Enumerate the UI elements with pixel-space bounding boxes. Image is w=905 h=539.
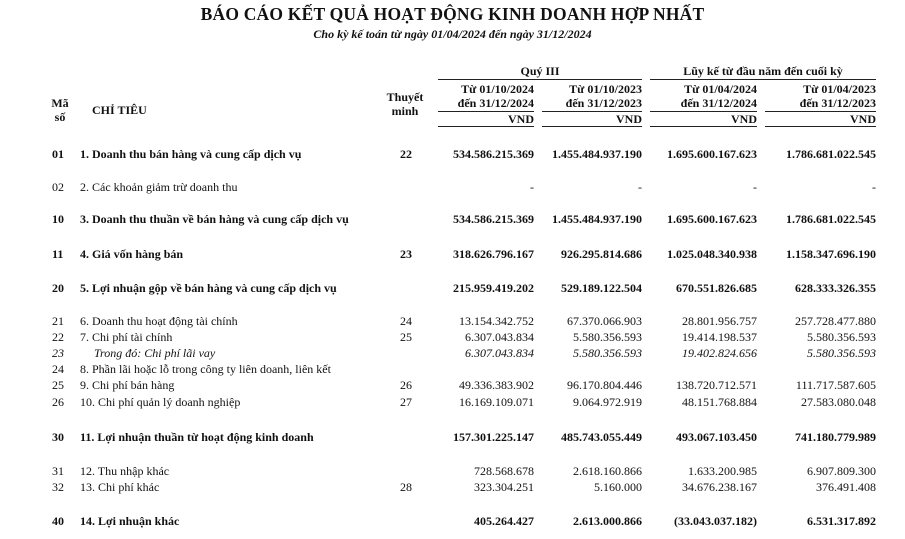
column-header-3-line2: đến 31/12/2024 (680, 96, 757, 110)
report-period: Cho kỳ kế toán từ ngày 01/04/2024 đến ngày 31/12/2024 (313, 27, 592, 41)
row-name: 11. Lợi nhuận thuần từ hoạt động kinh doanh (80, 430, 314, 444)
table-row (0, 211, 905, 227)
row-value-ytd-2024: 670.551.826.685 (676, 281, 757, 295)
row-value-q3-2023: 67.370.066.903 (567, 314, 642, 328)
row-value-ytd-2023: - (872, 180, 876, 194)
row-value-q3-2024: 6.307.043.834 (465, 330, 534, 344)
item-header: CHỈ TIÊU (92, 103, 147, 117)
column-header-2-line1: Từ 01/10/2023 (569, 82, 642, 96)
row-value-ytd-2024: 19.414.198.537 (682, 330, 757, 344)
column-unit-3: VND (731, 112, 757, 126)
column-header-1 (438, 82, 534, 110)
column-bottom-rule-4 (765, 126, 876, 127)
row-value-q3-2024: 16.169.109.071 (459, 395, 534, 409)
group-underline-ytd (650, 79, 876, 80)
table-row (0, 313, 905, 329)
row-name: 12. Thu nhập khác (80, 464, 170, 478)
row-note: 25 (400, 330, 412, 344)
group-header-q3: Quý III (520, 64, 560, 78)
row-name: Trong đó: Chi phí lãi vay (94, 346, 216, 360)
row-value-q3-2024: 49.336.383.902 (459, 378, 534, 392)
column-bottom-rule-3 (650, 126, 757, 127)
row-value-ytd-2024: 1.633.200.985 (688, 464, 757, 478)
row-value-q3-2024: - (530, 180, 534, 194)
row-name: 4. Giá vốn hàng bán (80, 247, 184, 261)
row-value-ytd-2024: 19.402.824.656 (682, 346, 757, 360)
row-value-ytd-2023: 27.583.080.048 (801, 395, 876, 409)
row-value-q3-2023: 96.170.804.446 (567, 378, 642, 392)
row-value-q3-2024: 323.304.251 (474, 480, 534, 494)
row-value-q3-2024: 318.626.796.167 (453, 247, 534, 261)
table-row (0, 377, 905, 393)
row-value-q3-2023: 5.580.356.593 (573, 330, 642, 344)
row-name: 2. Các khoản giảm trừ doanh thu (80, 180, 238, 194)
row-value-ytd-2023: 1.786.681.022.545 (786, 147, 876, 161)
column-header-3 (650, 82, 757, 110)
row-value-ytd-2024: 48.151.768.884 (682, 395, 757, 409)
code-header-line1: Mã (51, 96, 69, 110)
row-value-ytd-2023: 111.717.587.605 (795, 378, 876, 392)
row-name: 7. Chi phí tài chính (80, 330, 173, 344)
code-header-line2: số (54, 110, 66, 124)
column-bottom-rule-1 (438, 126, 534, 127)
row-value-ytd-2023: 5.580.356.593 (807, 346, 876, 360)
row-name: 13. Chi phí khác (80, 480, 160, 494)
row-value-ytd-2023: 257.728.477.880 (795, 314, 876, 328)
row-value-ytd-2023: 741.180.779.989 (795, 430, 876, 444)
row-value-q3-2023: 5.580.356.593 (573, 346, 642, 360)
row-code: 22 (52, 330, 64, 344)
row-value-ytd-2024: 138.720.712.571 (676, 378, 757, 392)
row-code: 10 (52, 212, 64, 226)
row-value-ytd-2023: 1.786.681.022.545 (786, 212, 876, 226)
row-value-q3-2024: 405.264.427 (474, 514, 534, 528)
row-code: 01 (52, 147, 64, 161)
row-value-ytd-2024: 28.801.956.757 (682, 314, 757, 328)
note-header-line2: minh (391, 104, 419, 118)
row-note: 22 (400, 147, 412, 161)
row-note: 23 (400, 247, 412, 261)
row-note: 28 (400, 480, 412, 494)
table-row (0, 361, 905, 377)
column-header-4 (765, 82, 876, 110)
row-value-q3-2024: 157.301.225.147 (453, 430, 534, 444)
row-note: 24 (400, 314, 412, 328)
row-value-ytd-2023: 6.531.317.892 (807, 514, 876, 528)
table-row (0, 479, 905, 495)
row-value-q3-2023: 926.295.814.686 (561, 247, 642, 261)
column-header-1-line1: Từ 01/10/2024 (461, 82, 534, 96)
row-value-ytd-2023: 5.580.356.593 (807, 330, 876, 344)
row-value-q3-2024: 6.307.043.834 (465, 346, 534, 360)
row-value-q3-2023: 9.064.972.919 (573, 395, 642, 409)
column-header-3-line1: Từ 01/04/2024 (684, 82, 757, 96)
row-note: 27 (400, 395, 412, 409)
row-value-ytd-2023: 376.491.408 (816, 480, 876, 494)
group-underline-q3 (438, 79, 642, 80)
row-name: 1. Doanh thu bán hàng và cung cấp dịch vụ (80, 147, 302, 161)
row-code: 11 (52, 247, 64, 261)
row-value-q3-2024: 13.154.342.752 (459, 314, 534, 328)
column-bottom-rule-2 (542, 126, 642, 127)
row-name: 6. Doanh thu hoạt động tài chính (80, 314, 238, 328)
row-code: 26 (52, 395, 64, 409)
row-value-ytd-2024: 1.695.600.167.623 (667, 212, 757, 226)
code-header (44, 96, 76, 124)
row-code: 02 (52, 180, 64, 194)
row-value-ytd-2024: (33.043.037.182) (674, 514, 757, 528)
row-note: 26 (400, 378, 412, 392)
row-value-ytd-2023: 1.158.347.696.190 (786, 247, 876, 261)
row-code: 32 (52, 480, 64, 494)
column-header-2 (542, 82, 642, 110)
table-row (0, 513, 905, 529)
row-name: 10. Chi phí quản lý doanh nghiệp (80, 395, 241, 409)
row-value-q3-2023: 2.613.000.866 (573, 514, 642, 528)
column-header-4-line1: Từ 01/04/2023 (803, 82, 876, 96)
row-value-q3-2024: 728.568.678 (474, 464, 534, 478)
row-value-q3-2023: - (638, 180, 642, 194)
row-value-ytd-2024: 1.695.600.167.623 (667, 147, 757, 161)
row-value-ytd-2023: 628.333.326.355 (795, 281, 876, 295)
table-row (0, 280, 905, 296)
row-value-ytd-2023: 6.907.809.300 (807, 464, 876, 478)
row-value-ytd-2024: - (753, 180, 757, 194)
row-value-q3-2024: 215.959.419.202 (453, 281, 534, 295)
column-unit-4: VND (850, 112, 876, 126)
table-row (0, 394, 905, 410)
row-value-ytd-2024: 493.067.103.450 (676, 430, 757, 444)
row-name: 5. Lợi nhuận gộp về bán hàng và cung cấp dịch vụ (80, 281, 337, 295)
row-value-q3-2024: 534.586.215.369 (453, 212, 534, 226)
row-value-q3-2023: 1.455.484.937.190 (552, 147, 642, 161)
row-value-q3-2023: 5.160.000 (594, 480, 642, 494)
table-row (0, 246, 905, 262)
column-header-2-line2: đến 31/12/2023 (565, 96, 642, 110)
row-name: 14. Lợi nhuận khác (80, 514, 180, 528)
note-header-line1: Thuyết (386, 90, 424, 104)
table-row (0, 429, 905, 445)
row-code: 25 (52, 378, 64, 392)
row-code: 21 (52, 314, 64, 328)
row-value-q3-2023: 529.189.122.504 (561, 281, 642, 295)
column-header-1-line2: đến 31/12/2024 (457, 96, 534, 110)
table-row (0, 146, 905, 162)
table-row (0, 463, 905, 479)
report-title: BÁO CÁO KẾT QUẢ HOẠT ĐỘNG KINH DOANH HỢP NHẤT (200, 4, 705, 24)
column-unit-1: VND (508, 112, 534, 126)
row-value-ytd-2024: 34.676.238.167 (682, 480, 757, 494)
row-name: 8. Phần lãi hoặc lỗ trong công ty liên doanh, liên kết (80, 362, 331, 376)
row-code: 40 (52, 514, 64, 528)
group-header-ytd: Lũy kế từ đầu năm đến cuối kỳ (683, 64, 843, 78)
row-code: 23 (52, 346, 64, 360)
row-value-q3-2023: 2.618.160.866 (573, 464, 642, 478)
row-code: 20 (52, 281, 64, 295)
table-row (0, 329, 905, 345)
row-value-q3-2024: 534.586.215.369 (453, 147, 534, 161)
row-value-q3-2023: 485.743.055.449 (561, 430, 642, 444)
row-value-ytd-2024: 1.025.048.340.938 (667, 247, 757, 261)
table-row (0, 179, 905, 195)
row-name: 9. Chi phí bán hàng (80, 378, 175, 392)
row-code: 30 (52, 430, 64, 444)
row-name: 3. Doanh thu thuần về bán hàng và cung cấp dịch vụ (80, 212, 349, 226)
row-code: 24 (52, 362, 64, 376)
column-header-4-line2: đến 31/12/2023 (799, 96, 876, 110)
note-header (376, 90, 434, 118)
table-row (0, 345, 905, 361)
column-unit-2: VND (616, 112, 642, 126)
row-code: 31 (52, 464, 64, 478)
row-value-q3-2023: 1.455.484.937.190 (552, 212, 642, 226)
